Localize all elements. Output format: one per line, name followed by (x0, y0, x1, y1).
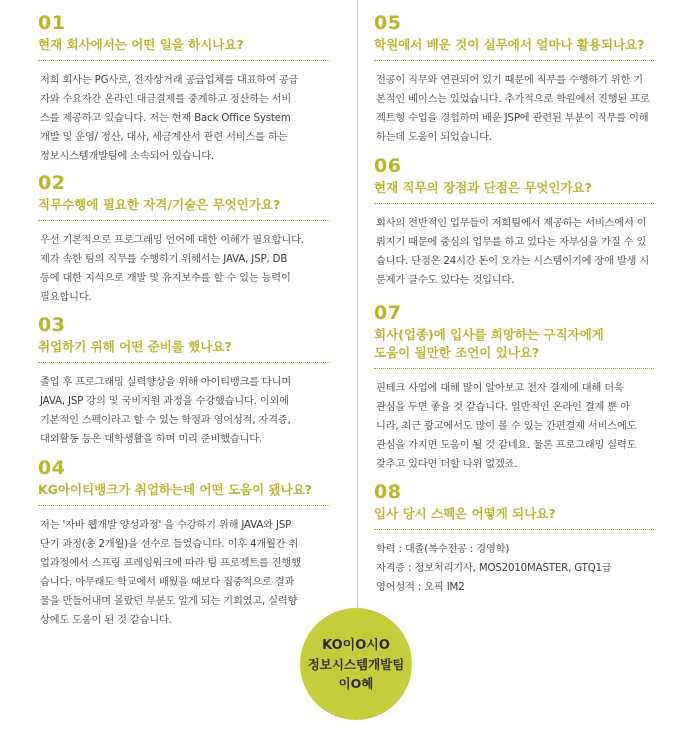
question-number: 06 (374, 155, 402, 177)
answer-text: 핀테크 사업에 대해 많이 알아보고 전자 결제에 대해 더욱 관심을 두면 좋을 것 같습니다. 일반적인 온라인 결제 뿐 아 니라, 최근 광고에서도 많이 볼 수 있는 간편결제 서비스에도 관심을 가지면 도움이 될 것 같네요. 물론 프로그래밍 실력도 갖추고 있다면 더할 나위 없겠죠. (376, 383, 637, 470)
question-title: 입사 당시 스펙은 어떻게 되나요? (374, 505, 684, 527)
qa-04 (38, 457, 338, 630)
column-divider (357, 0, 358, 610)
badge-company: KO이O시O (322, 637, 390, 653)
question-number: 02 (38, 172, 66, 194)
answer-text: 회사의 전반적인 업무들이 저희팀에서 제공하는 서비스에서 이 뤄지기 때문에 중심의 업무를 하고 있다는 자부심을 가질 수 있 습니다. 단점은 24시간 돈이 오가는 시스템이기에 장애 발생 시 문제가 클수도 있다는 것입니다. (376, 218, 650, 286)
question-number: 07 (374, 302, 402, 324)
question-title: 회사(업종)에 입사를 희망하는 구직자에게 도움이 될만한 조언이 있나요? (374, 326, 684, 366)
qa-06 (374, 155, 684, 290)
answer-text: 저는 '자바 웹개발 양성과정' 을 수강하기 위해 JAVA와 JSP 단기 과정(총 2개월)을 선수로 들었습니다. 이후 4개월간 취 업과정에서 스프링 프레임워크에 따라 팀 프로젝트를 진행했 습니다. 아무래도 학교에서 배웠을 때보다 집중적으로 결과 물을 만들어내며 몰랐던 부분도 알게 되는 기회였고, 실력향 상에도 도움이 된 것 같습니다. (40, 520, 301, 626)
question-title: 학원에서 배운 것이 실무에서 얼마나 활용되나요? (374, 36, 684, 58)
qa-07 (374, 302, 684, 474)
answer-text: 저희 회사는 PG사로, 전자상거래 공급업체를 대표하여 공급 자와 수요자간 온라인 대금결제를 중계하고 정산하는 서비 스를 제공하고 있습니다. 저는 현재 Back Office System 개발 및 운영/ 정산, 대사, 세금계산서 관련 서비스를 하는 정보시스템개발팀에 소속되어 있습니다. (40, 75, 299, 162)
badge-team: 정보시스템개발팀 (307, 656, 405, 672)
qa-03 (38, 314, 338, 449)
qa-01 (38, 12, 338, 166)
badge-name: 이O혜 (338, 675, 374, 691)
qa-02 (38, 172, 338, 307)
question-number: 04 (38, 457, 66, 479)
interviewee-badge (300, 608, 412, 720)
qa-08 (374, 481, 684, 597)
question-number: 01 (38, 12, 66, 34)
question-title: 직무수행에 필요한 자격/기술은 무엇인가요? (38, 196, 338, 218)
question-title: 취업하기 위해 어떤 준비를 했나요? (38, 338, 338, 360)
answer-text: 우선 기본적으로 프로그래밍 언어에 대한 이해가 필요합니다. 제가 속한 팀의 직무를 수행하기 위해서는 JAVA, JSP, DB 등에 대한 지식으로 개발 및 유지보수를 할 수 있는 능력이 필요합니다. (40, 235, 304, 303)
answer-text: 학력 : 대졸(복수전공 : 경영학) 자격증 : 정보처리기사, MOS2010MASTER, GTQ1급 영어성적 : 오픽 IM2 (376, 544, 612, 593)
question-title: 현재 직무의 장점과 단점은 무엇인가요? (374, 179, 684, 201)
question-number: 08 (374, 481, 402, 503)
question-title: 현재 회사에서는 어떤 일을 하시나요? (38, 36, 338, 58)
question-number: 05 (374, 12, 402, 34)
answer-text: 전공이 직무와 연관되어 있기 때문에 직무를 수행하기 위한 기 본적인 베이스는 있었습니다. 추가적으로 학원에서 진행된 프로 젝트형 수업을 경험하며 배운 JSP에 관련된 부분이 직무를 이해 하는데 도움이 되었습니다. (376, 75, 650, 143)
question-title: KG아이티뱅크가 취업하는데 어떤 도움이 됐나요? (38, 481, 338, 503)
question-number: 03 (38, 314, 66, 336)
qa-05 (374, 12, 684, 147)
answer-text: 졸업 후 프로그래밍 실력향상을 위해 아이티뱅크를 다니며 JAVA, JSP 강의 및 국비지원 과정을 수강했습니다. 이외에 기본적인 스펙이라고 할 수 있는 학점과 영어성적, 자격증, 대외활동 등은 대학생활을 하며 미리 준비했습니다. (40, 377, 292, 445)
